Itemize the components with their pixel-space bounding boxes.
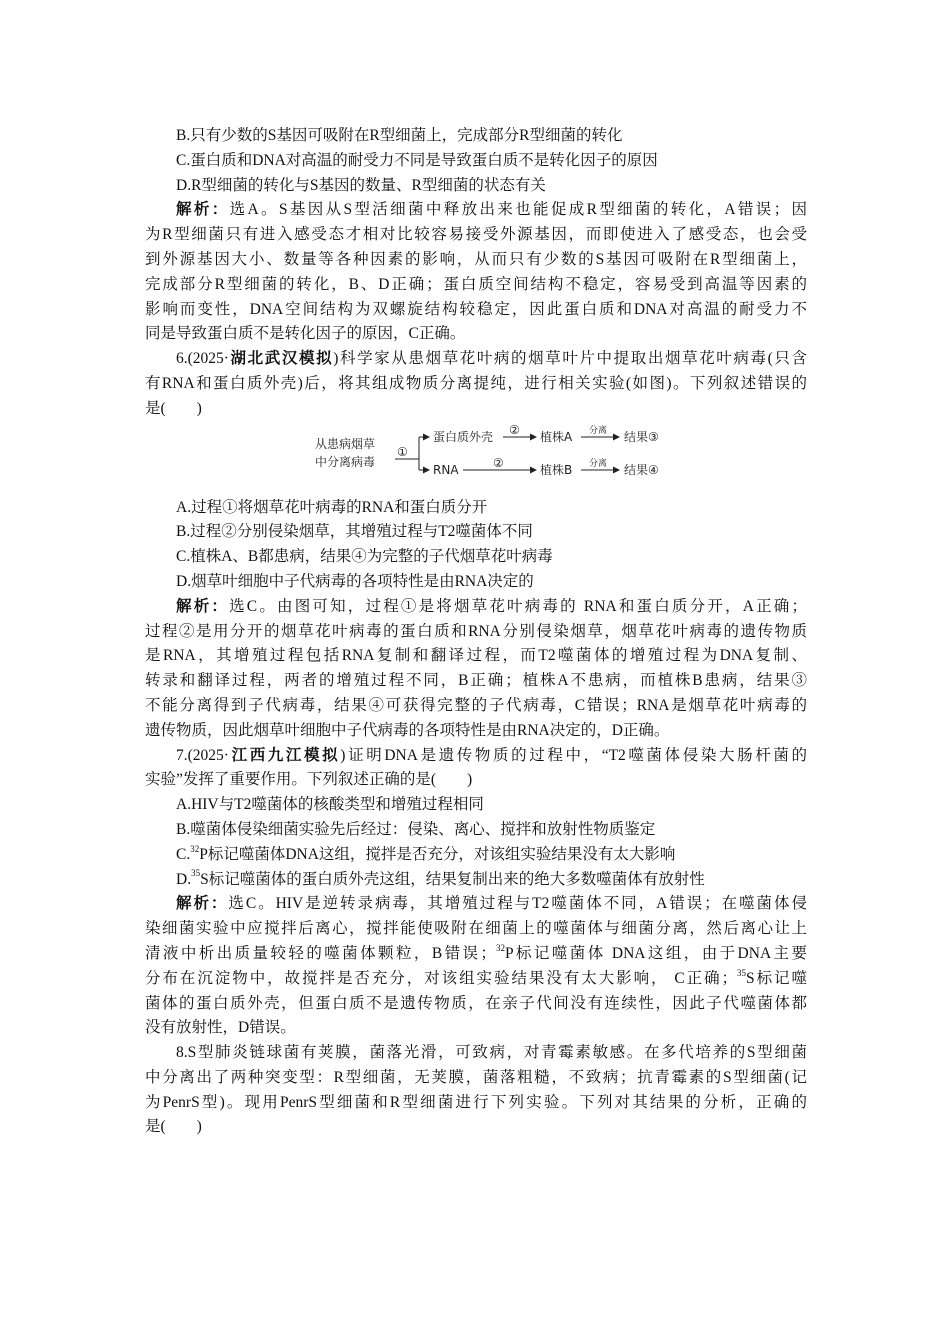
- q5-analysis-line: 到外源基因大小、数量等各种因素的影响，从而只有少数的S基因可吸附在R型细菌上，: [145, 250, 807, 268]
- diagram-separate-label: 分离: [589, 458, 608, 469]
- q6-analysis-line: 过程②是用分开的烟草花叶病毒的蛋白质和RNA分别侵染烟草，烟草花叶病毒的遗传物质: [145, 622, 807, 640]
- q6-option-b: B.过程②分别侵染烟草，其增殖过程与T2噬菌体不同: [176, 523, 533, 541]
- q6-analysis-line: 解析：选C。由图可知，过程①是将烟草花叶病毒的 RNA和蛋白质分开，A正确；: [176, 597, 807, 615]
- q7-option-c: C.$^{32}$P标记噬菌体DNA这组，搅拌是否充分，对该组实验结果没有太大影响: [176, 843, 676, 863]
- q7-source: 江西九江模拟: [228, 746, 341, 764]
- q5-analysis-line: 为R型细菌只有进入感受态才相对比较容易接受外源基因，而即使进入了感受态，也会受: [145, 226, 807, 244]
- diagram-result-3: 结果③: [624, 429, 659, 444]
- q7-analysis-line: 没有放射性，D错误。: [145, 1019, 296, 1037]
- diagram-separate-label: 分离: [589, 425, 608, 436]
- diagram-step2-label: ②: [509, 423, 520, 437]
- q6-analysis-line: 遗传物质，因此烟草叶细胞中子代病毒的各项特性是由RNA决定的，D正确。: [145, 721, 670, 739]
- diagram-result-4: 结果④: [624, 462, 659, 477]
- analysis-label: 解析：: [176, 201, 230, 219]
- q6-stem-line: 有RNA和蛋白质外壳)后，将其组成物质分离提纯，进行相关实验(如图)。下列叙述错误的: [145, 374, 807, 392]
- q8-stem-line: 8.S型肺炎链球菌有荚膜，菌落光滑，可致病，对青霉素敏感。在多代培养的S型细菌: [176, 1044, 807, 1062]
- q6-experiment-diagram: [145, 424, 807, 490]
- q6-analysis-line: 转录和翻译过程，两者的增殖过程不同，B正确；植株A不患病，而植株B患病，结果③: [145, 672, 807, 690]
- diagram-rna: RNA: [433, 462, 459, 477]
- diagram-step2-label: ②: [493, 455, 504, 470]
- q5-option-c: C.蛋白质和DNA对高温的耐受力不同是导致蛋白质不是转化因子的原因: [176, 151, 658, 169]
- q6-option-c: C.植株A、B都患病，结果④为完整的子代烟草花叶病毒: [176, 548, 553, 566]
- q7-analysis-line: 清液中析出质量较轻的噬菌体颗粒，B错误；$^{32}$P标记噬菌体 DNA这组，由于DNA主要: [145, 942, 807, 962]
- q7-analysis-line: 菌体的蛋白质外壳，但蛋白质不是遗传物质，在亲子代间没有连续性，因此子代噬菌体都: [145, 994, 807, 1012]
- q5-analysis-line: 完成部分R型细菌的转化，B、D正确；蛋白质空间结构不稳定，容易受到高温等因素的: [145, 275, 807, 293]
- q5-analysis-line: 解析：选A。S基因从S型活细菌中释放出来也能促成R型细菌的转化，A错误；因: [176, 201, 807, 219]
- q6-stem-line: 6.(2025·湖北武汉模拟)科学家从患烟草花叶病的烟草叶片中提取出烟草花叶病毒(只含: [176, 350, 807, 368]
- q7-analysis-line: 分布在沉淀物中，故搅拌是否充分，对该组实验结果没有太大影响， C正确；$^{35}$S标记噬: [145, 967, 807, 987]
- diagram-step1-label: ①: [397, 444, 408, 459]
- q5-option-b: B.只有少数的S基因可吸附在R型细菌上，完成部分R型细菌的转化: [176, 127, 623, 144]
- q6-option-a: A.过程①将烟草花叶病毒的RNA和蛋白质分开: [176, 498, 488, 516]
- q8-stem-line: 为PenrS型)。现用PenrS型细菌和R型细菌进行下列实验。下列对其结果的分析，正确的: [145, 1093, 807, 1111]
- diagram-plant-b: 植株B: [540, 462, 573, 477]
- q7-analysis-line: 染细菌实验中应搅拌后离心，搅拌能使吸附在细菌上的噬菌体与细菌分离，然后离心让上: [145, 920, 807, 938]
- page-content: [145, 124, 807, 1140]
- diagram-source-line2: 中分离病毒: [315, 454, 376, 469]
- q7-option-d: D.$^{35}$S标记噬菌体的蛋白质外壳这组，结果复制出来的绝大多数噬菌体有放射性: [176, 868, 705, 888]
- analysis-label: 解析：: [176, 597, 230, 615]
- q8-stem-line: 中分离出了两种突变型：R型细菌，无荚膜，菌落粗糙，不致病；抗青霉素的S型细菌(记: [145, 1068, 807, 1086]
- q7-option-a: A.HIV与T2噬菌体的核酸类型和增殖过程相同: [176, 796, 484, 814]
- q6-stem-line: 是( ): [145, 399, 202, 417]
- q7-stem-line: 实验”发挥了重要作用。下列叙述正确的是( ): [145, 771, 473, 789]
- q6-analysis-line: 不能分离得到子代病毒，结果④可获得完整的子代病毒，C错误；RNA是烟草花叶病毒的: [145, 696, 807, 714]
- diagram-plant-a: 植株A: [540, 429, 573, 444]
- analysis-label: 解析：: [176, 895, 229, 913]
- q6-source: 湖北武汉模拟: [228, 350, 334, 368]
- q6-option-d: D.烟草叶细胞中子代病毒的各项特性是由RNA决定的: [176, 572, 534, 590]
- q5-option-d: D.R型细菌的转化与S基因的数量、R型细菌的状态有关: [176, 176, 546, 194]
- q5-analysis-line: 影响而变性，DNA空间结构为双螺旋结构较稳定，因此蛋白质和DNA对高温的耐受力不: [145, 300, 807, 318]
- q6-analysis-line: 是RNA，其增殖过程包括RNA复制和翻译过程，而T2噬菌体的增殖过程为DNA复制、: [145, 647, 807, 665]
- diagram-source-line1: 从患病烟草: [315, 436, 376, 451]
- q7-option-b: B.噬菌体侵染细菌实验先后经过：侵染、离心、搅拌和放射性物质鉴定: [176, 820, 656, 838]
- q5-analysis-line: 同是导致蛋白质不是转化因子的原因，C正确。: [145, 325, 466, 343]
- diagram-protein: 蛋白质外壳: [433, 429, 494, 444]
- q7-analysis-line: 解析：选C。HIV是逆转录病毒，其增殖过程与T2噬菌体不同，A错误；在噬菌体侵: [176, 895, 807, 913]
- flow-diagram: [311, 424, 681, 490]
- q7-stem-line: 7.(2025·江西九江模拟)证明DNA是遗传物质的过程中，“T2噬菌体侵染大肠杆菌的: [176, 746, 807, 764]
- q8-stem-line: 是( ): [145, 1118, 202, 1136]
